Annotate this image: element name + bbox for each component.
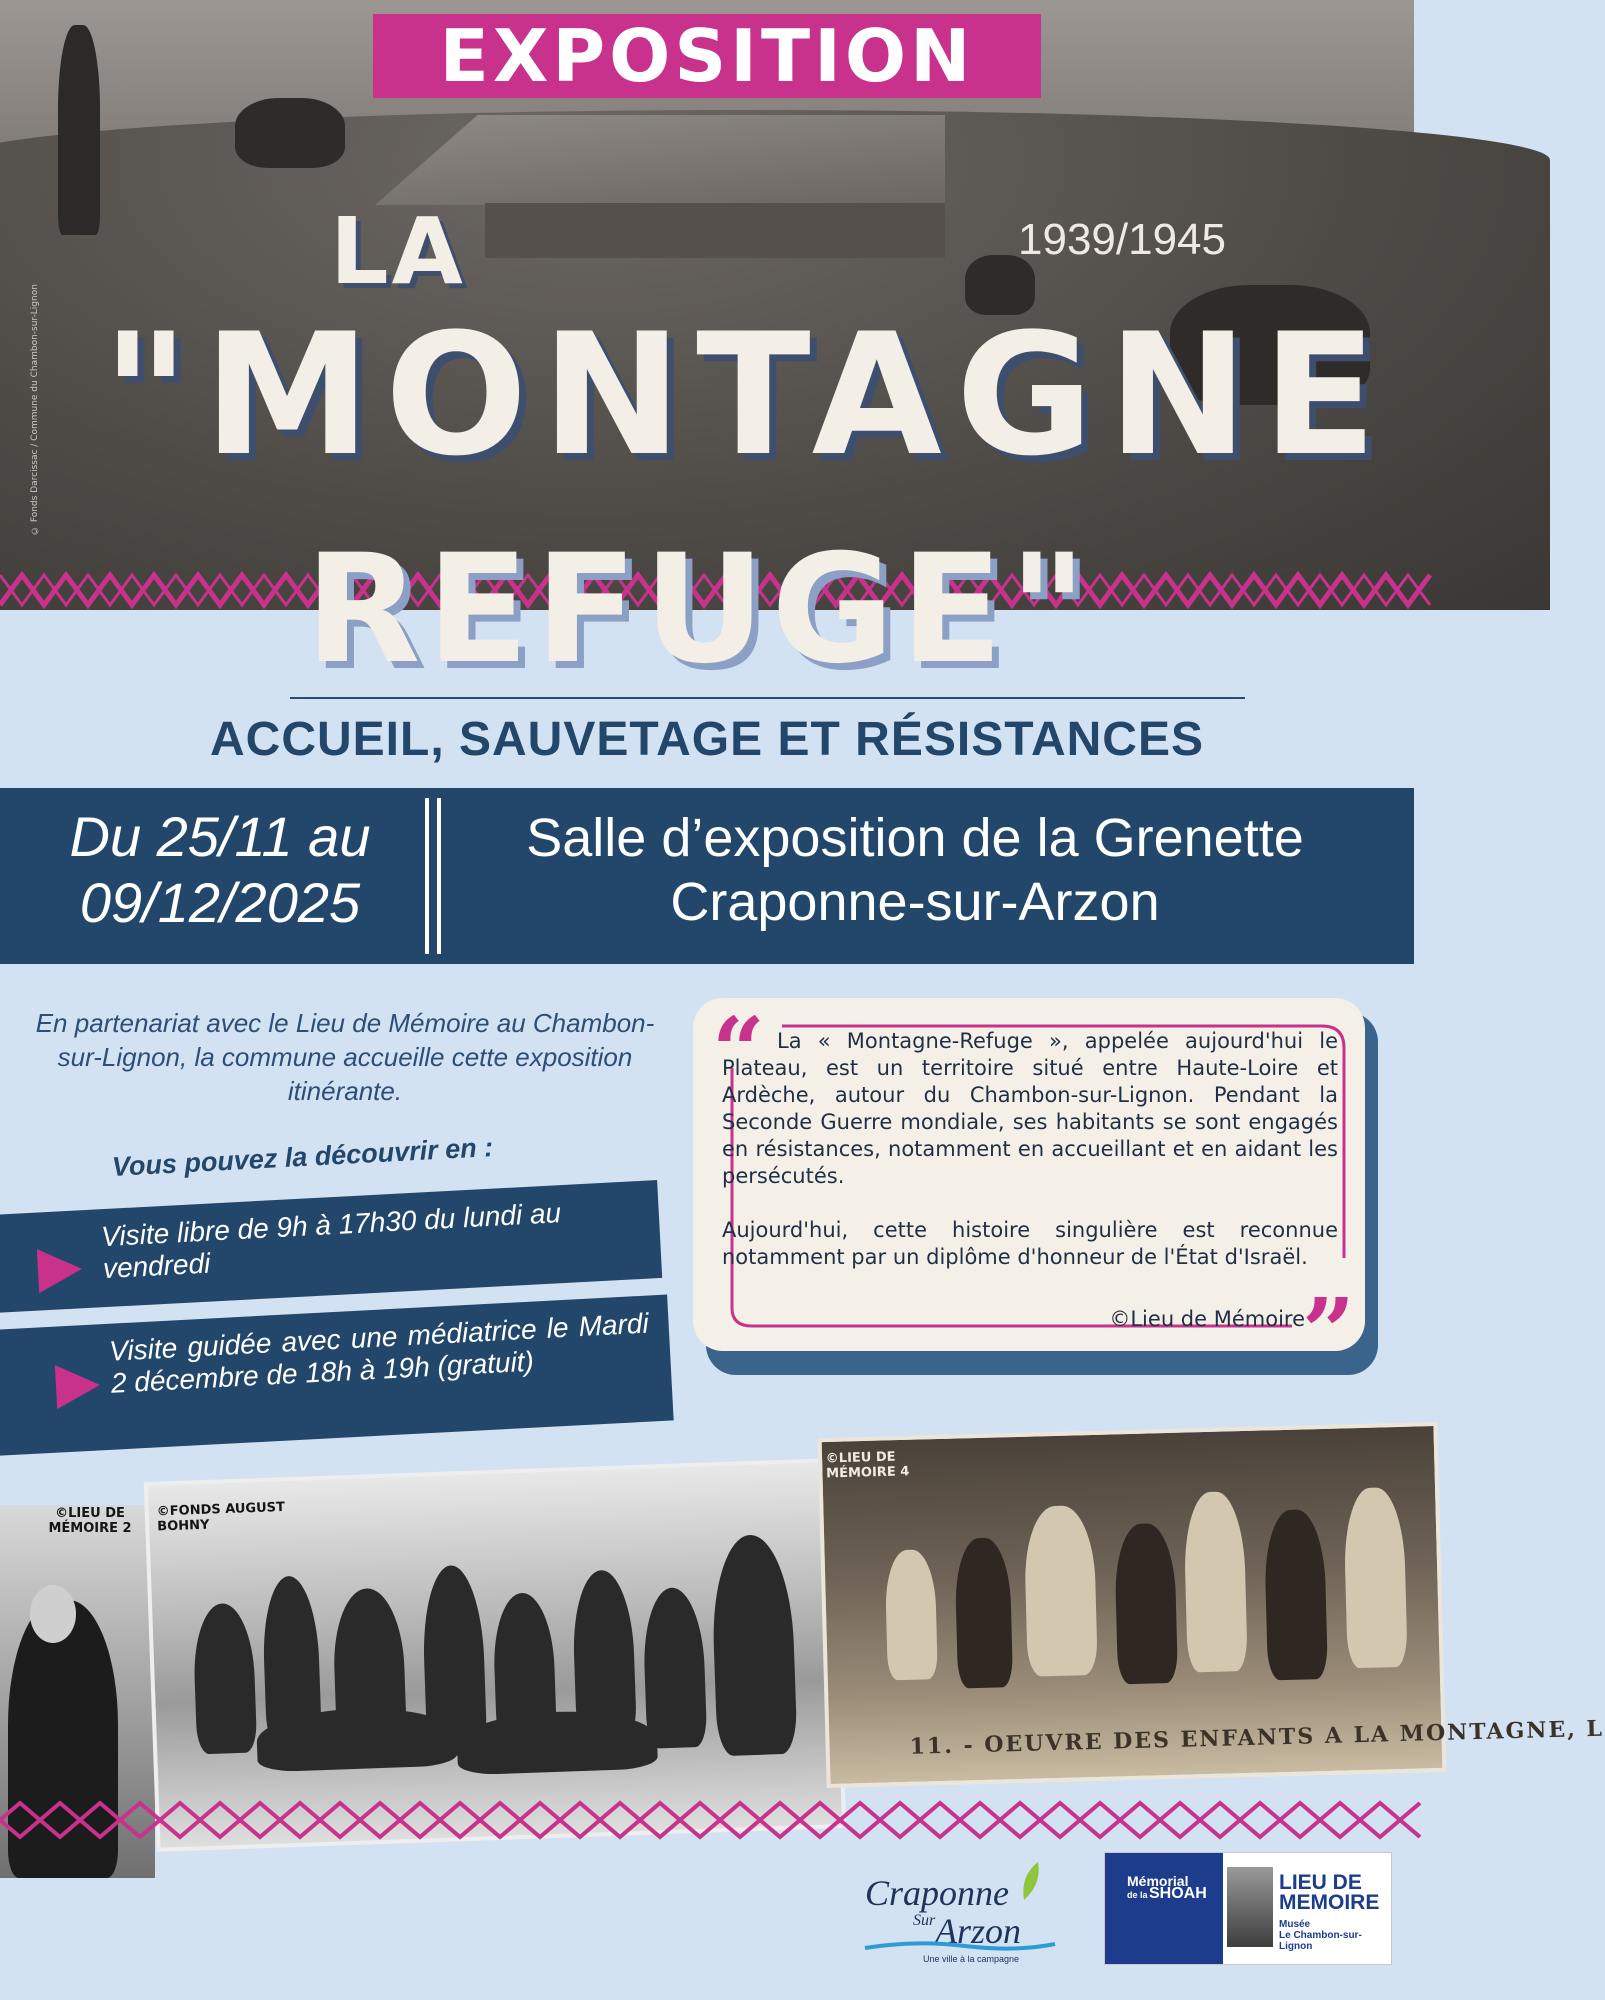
photo-child	[642, 1587, 708, 1749]
craponne-slogan: Une ville à la campagne	[923, 1954, 1020, 1964]
photo-child	[456, 1708, 658, 1775]
photo-child	[710, 1534, 798, 1757]
lieu-memoire-title	[1279, 1873, 1379, 1913]
hero-person	[58, 25, 100, 235]
partner-logos	[1104, 1852, 1392, 1965]
lieu-title-line1: LIEU DE	[1279, 1871, 1362, 1894]
lieu-title-line2: MEMOIRE	[1279, 1891, 1380, 1914]
arrow-icon	[37, 1247, 83, 1293]
photo-figure	[1343, 1487, 1408, 1669]
hero-photo-credit: © Fonds Darcissac / Commune du Chambon-sur-Lignon	[30, 284, 40, 535]
lieu-memoire-subtitle	[1279, 1919, 1391, 1952]
years-label: 1939/1945	[1018, 215, 1226, 264]
title-refuge: REFUGE"	[305, 523, 1093, 697]
arrow-icon	[55, 1363, 101, 1409]
quote-paragraph-2: Aujourd'hui, cette histoire singulière est reconnue notamment par un diplôme d'honneur de l'État d'Israël.	[722, 1218, 1338, 1269]
venue-line2: Craponne-sur-Arzon	[670, 872, 1160, 932]
photo-child	[192, 1602, 257, 1754]
partnership-text: En partenariat avec le Lieu de Mémoire au Chambon-sur-Lignon, la commune accueille cette exposition itinérante.	[35, 1008, 655, 1106]
photo-credit-1: ©LIEU DE MÉMOIRE 2	[48, 1506, 132, 1536]
visit-option-guided: Visite guidée avec une médiatrice le Mardi 2 décembre de 18h à 19h (gratuit)	[0, 1295, 674, 1456]
photo-credit-3: ©LIEU DE MÉMOIRE 4	[825, 1449, 910, 1482]
memorial-logo-line1: Mémorial	[1127, 1873, 1189, 1889]
photo-figure	[1264, 1509, 1328, 1681]
hero-cow	[235, 98, 345, 168]
lieu-sub-line2: Le Chambon-sur-Lignon	[1279, 1930, 1362, 1952]
craponne-logo-arzon: Arzon	[935, 1911, 1022, 1951]
leaf-icon	[1020, 1862, 1042, 1902]
photo-figure	[884, 1549, 937, 1680]
craponne-logo-name: Craponne	[865, 1873, 1009, 1913]
close-quote-icon: ”	[1302, 1278, 1355, 1386]
subtitle-divider	[290, 697, 1245, 699]
exhibition-venue	[450, 806, 1380, 934]
wave-icon	[865, 1940, 1055, 1952]
band-separator	[437, 798, 441, 954]
exposition-badge: EXPOSITION	[373, 14, 1041, 98]
exhibition-dates	[30, 804, 410, 936]
postcard-caption: 11. - OEUVRE DES ENFANTS A LA MONTAGNE, L	[909, 1715, 1605, 1760]
quote-text	[722, 1028, 1338, 1298]
open-quote-icon: “	[712, 997, 765, 1105]
quote-paragraph-1: La « Montagne-Refuge », appelée aujourd'hui le Plateau, est un territoire situé entre Haute-Loire et Ardèche, autour du Chambon-sur-Lignon. Pendant la Seconde Guerre mondiale, ses habitants se sont engagés en résistances, notamment en accueillant et en aidant les persécutés.	[722, 1029, 1338, 1188]
photo-figure	[1023, 1505, 1097, 1677]
title-montagne: "MONTAGNE	[102, 297, 1391, 493]
title-la: LA	[330, 198, 466, 305]
photo-figure	[1183, 1491, 1248, 1673]
band-separator	[425, 798, 429, 954]
date-venue-band	[0, 788, 1414, 964]
visit-option-free: Visite libre de 9h à 17h30 du lundi au vendredi	[0, 1180, 662, 1313]
craponne-logo-sur: Sur	[913, 1912, 936, 1929]
farmhouse-roof	[375, 115, 945, 205]
memorial-shoah-logo	[1105, 1853, 1223, 1964]
portrait-face	[30, 1585, 76, 1643]
photo-credit-2: ©FONDS AUGUST BOHNY	[156, 1499, 286, 1535]
farmhouse-wall	[485, 203, 945, 258]
memorial-logo-line2: de la	[1127, 1890, 1148, 1900]
visits-heading: Vous pouvez la découvrir en :	[111, 1132, 494, 1182]
photo-figure	[954, 1537, 1013, 1688]
dates-line2: 09/12/2025	[79, 871, 361, 934]
craponne-logo	[865, 1862, 1060, 1972]
venue-line1: Salle d’exposition de la Grenette	[526, 808, 1304, 868]
subtitle: ACCUEIL, SAUVETAGE ET RÉSISTANCES	[210, 713, 1204, 766]
zigzag-border-bottom	[0, 1795, 1414, 1845]
memorial-logo-line3: SHOAH	[1149, 1885, 1207, 1902]
lieu-memoire-figure	[1227, 1867, 1273, 1947]
photo-figure	[1114, 1523, 1178, 1685]
dates-line1: Du 25/11 au	[69, 805, 371, 868]
quote-credit: ©Lieu de Mémoire	[1109, 1307, 1305, 1331]
lieu-sub-line1: Musée	[1279, 1919, 1311, 1930]
